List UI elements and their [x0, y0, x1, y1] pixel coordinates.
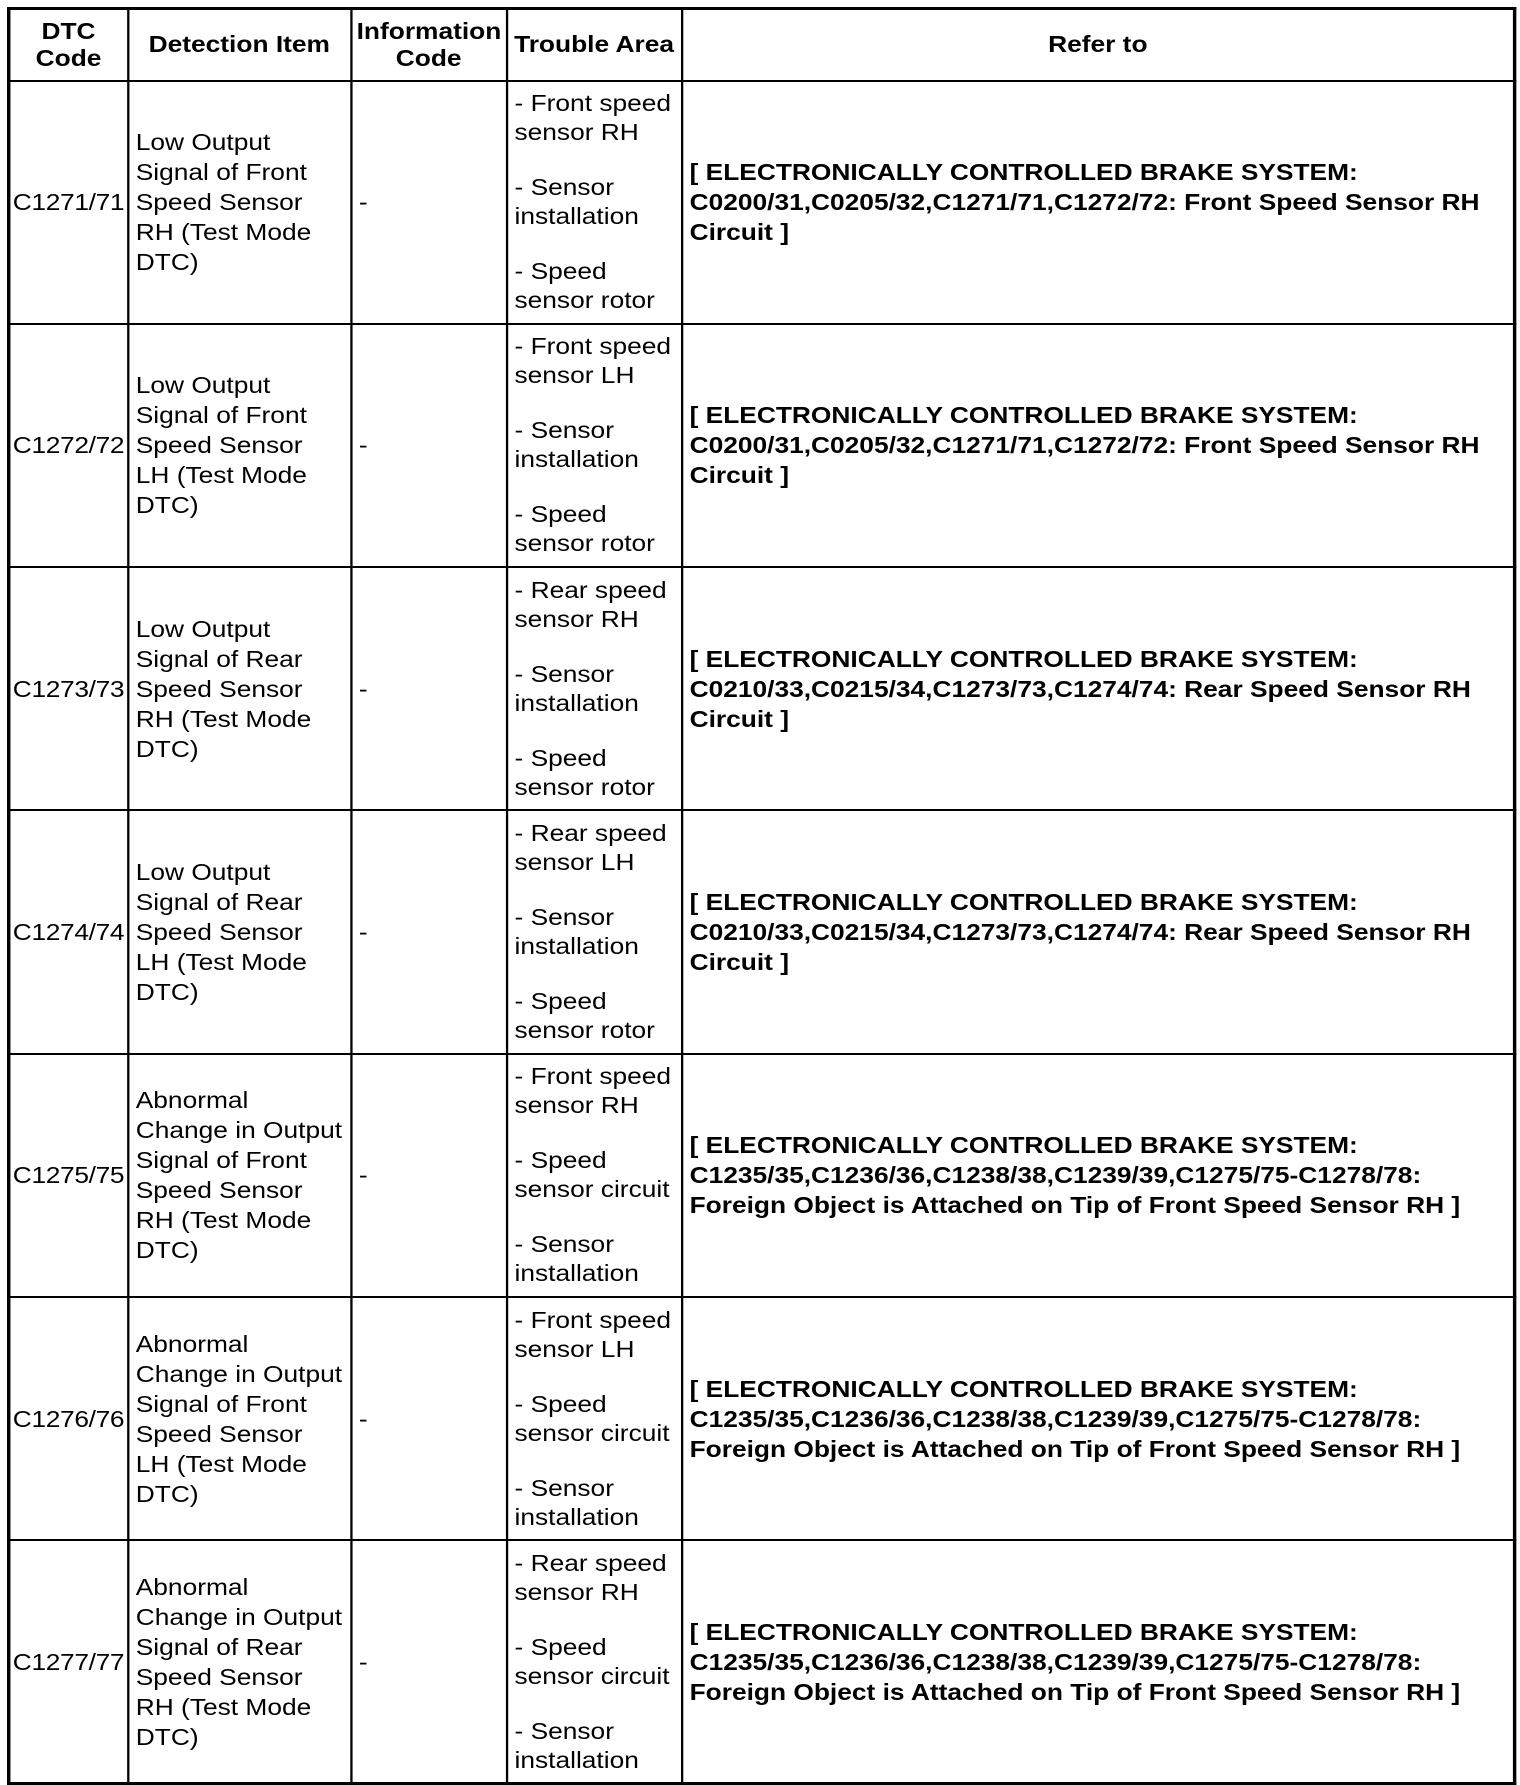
detection-item-cell: Abnormal Change in Output Signal of Rear Speed Sensor RH (Test Mode DTC)	[128, 1540, 351, 1783]
trouble-area-item: - Sensor installation	[514, 174, 639, 230]
trouble-area-item: - Rear speed sensor RH	[514, 576, 667, 632]
refer-to-link[interactable]: [ ELECTRONICALLY CONTROLLED BRAKE SYSTEM: C1235/35,C1236/36,C1238/38,C1239/39,C1275/75-C1278/78: Foreign Object is Attached on Tip of Front Speed Sensor RH ]	[682, 1297, 1515, 1540]
dtc-code-cell: C1271/71	[9, 81, 128, 324]
trouble-area-cell	[506, 1540, 681, 1783]
trouble-area-item: - Rear speed sensor LH	[514, 819, 667, 875]
detection-item-cell: Low Output Signal of Rear Speed Sensor LH (Test Mode DTC)	[128, 810, 351, 1053]
trouble-area-cell	[506, 567, 681, 810]
trouble-area-item: - Sensor installation	[514, 1474, 639, 1530]
refer-to-link[interactable]: [ ELECTRONICALLY CONTROLLED BRAKE SYSTEM: C0200/31,C0205/32,C1271/71,C1272/72: Front Speed Sensor RH Circuit ]	[682, 324, 1515, 567]
header-refer-to: Refer to	[682, 9, 1515, 81]
trouble-area-item: - Front speed sensor RH	[514, 1063, 672, 1119]
trouble-area-cell	[506, 1297, 681, 1540]
trouble-area-item: - Speed sensor rotor	[514, 744, 655, 800]
detection-item-cell: Low Output Signal of Front Speed Sensor RH (Test Mode DTC)	[128, 81, 351, 324]
trouble-area-item: - Speed sensor circuit	[514, 1390, 670, 1446]
table-row	[9, 567, 1515, 810]
header-dtc-code: DTC Code	[9, 9, 128, 81]
table-row	[9, 810, 1515, 1053]
table-row	[9, 1297, 1515, 1540]
table-row	[9, 1054, 1515, 1297]
table-row	[9, 81, 1515, 324]
dtc-code-cell: C1274/74	[9, 810, 128, 1053]
trouble-area-item: - Front speed sensor LH	[514, 333, 672, 389]
detection-item-cell: Abnormal Change in Output Signal of Front Speed Sensor RH (Test Mode DTC)	[128, 1054, 351, 1297]
dtc-code-cell: C1273/73	[9, 567, 128, 810]
dtc-code-cell: C1272/72	[9, 324, 128, 567]
information-code-cell: -	[351, 81, 507, 324]
information-code-cell: -	[351, 1054, 507, 1297]
refer-to-link[interactable]: [ ELECTRONICALLY CONTROLLED BRAKE SYSTEM: C0200/31,C0205/32,C1271/71,C1272/72: Front Speed Sensor RH Circuit ]	[682, 81, 1515, 324]
trouble-area-cell	[506, 81, 681, 324]
trouble-area-item: - Front speed sensor RH	[514, 90, 672, 146]
trouble-area-cell	[506, 1054, 681, 1297]
detection-item-cell: Abnormal Change in Output Signal of Front Speed Sensor LH (Test Mode DTC)	[128, 1297, 351, 1540]
refer-to-link[interactable]: [ ELECTRONICALLY CONTROLLED BRAKE SYSTEM: C0210/33,C0215/34,C1273/73,C1274/74: Rear Speed Sensor RH Circuit ]	[682, 567, 1515, 810]
table-row	[9, 324, 1515, 567]
header-information-code: Information Code	[351, 9, 507, 81]
trouble-area-item: - Speed sensor rotor	[514, 987, 655, 1043]
trouble-area-cell	[506, 324, 681, 567]
trouble-area-item: - Speed sensor circuit	[514, 1147, 670, 1203]
trouble-area-item: - Sensor installation	[514, 903, 639, 959]
detection-item-cell: Low Output Signal of Front Speed Sensor LH (Test Mode DTC)	[128, 324, 351, 567]
trouble-area-item: - Speed sensor circuit	[514, 1633, 670, 1689]
refer-to-link[interactable]: [ ELECTRONICALLY CONTROLLED BRAKE SYSTEM: C1235/35,C1236/36,C1238/38,C1239/39,C1275/75-C1278/78: Foreign Object is Attached on Tip of Front Speed Sensor RH ]	[682, 1054, 1515, 1297]
information-code-cell: -	[351, 810, 507, 1053]
dtc-code-cell: C1275/75	[9, 1054, 128, 1297]
header-trouble-area: Trouble Area	[506, 9, 681, 81]
dtc-code-cell: C1277/77	[9, 1540, 128, 1783]
trouble-area-item: - Speed sensor rotor	[514, 501, 655, 557]
information-code-cell: -	[351, 1297, 507, 1540]
information-code-cell: -	[351, 324, 507, 567]
trouble-area-item: - Sensor installation	[514, 660, 639, 716]
detection-item-cell: Low Output Signal of Rear Speed Sensor RH (Test Mode DTC)	[128, 567, 351, 810]
trouble-area-item: - Front speed sensor LH	[514, 1306, 672, 1362]
trouble-area-item: - Rear speed sensor RH	[514, 1549, 667, 1605]
trouble-area-item: - Speed sensor rotor	[514, 258, 655, 314]
table-row	[9, 1540, 1515, 1783]
dtc-code-cell: C1276/76	[9, 1297, 128, 1540]
dtc-table	[7, 7, 1516, 1785]
trouble-area-item: - Sensor installation	[514, 1231, 639, 1287]
refer-to-link[interactable]: [ ELECTRONICALLY CONTROLLED BRAKE SYSTEM: C0210/33,C0215/34,C1273/73,C1274/74: Rear Speed Sensor RH Circuit ]	[682, 810, 1515, 1053]
information-code-cell: -	[351, 567, 507, 810]
refer-to-link[interactable]: [ ELECTRONICALLY CONTROLLED BRAKE SYSTEM: C1235/35,C1236/36,C1238/38,C1239/39,C1275/75-C1278/78: Foreign Object is Attached on Tip of Front Speed Sensor RH ]	[682, 1540, 1515, 1783]
header-detection-item: Detection Item	[128, 9, 351, 81]
trouble-area-item: - Sensor installation	[514, 1717, 639, 1773]
trouble-area-cell	[506, 810, 681, 1053]
information-code-cell: -	[351, 1540, 507, 1783]
dtc-table-sheet	[7, 7, 1520, 1785]
table-header-row	[9, 9, 1515, 81]
trouble-area-item: - Sensor installation	[514, 417, 639, 473]
